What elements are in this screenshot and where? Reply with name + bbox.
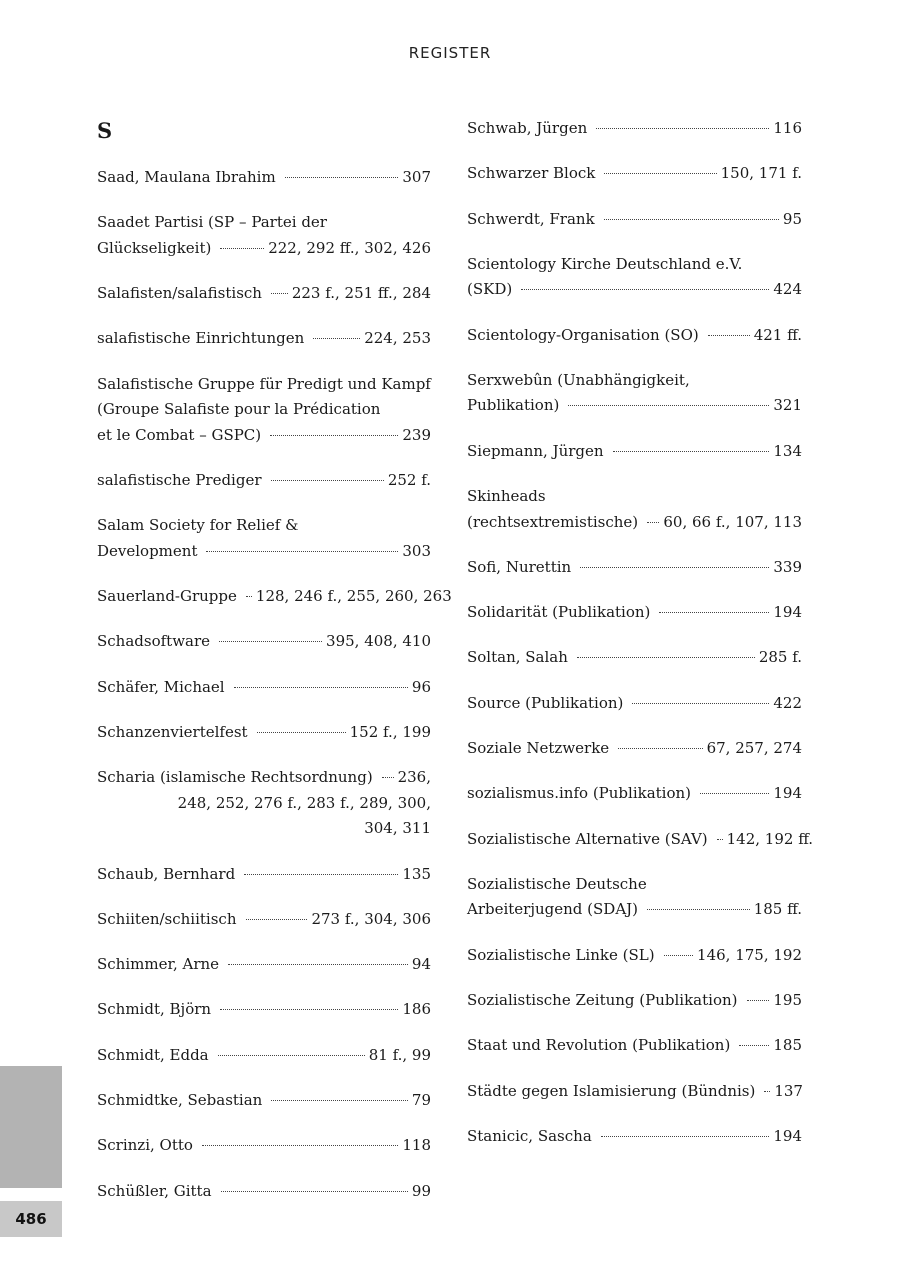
- index-entry: [97, 720, 431, 746]
- dot-leader: [285, 176, 399, 178]
- entry-pages: 135: [402, 864, 431, 883]
- entry-row: [97, 1088, 431, 1114]
- entry-row: [467, 510, 802, 536]
- entry-row: [467, 691, 802, 717]
- index-entry: [467, 484, 802, 535]
- index-entry: [97, 1179, 431, 1205]
- dot-leader: [221, 1190, 408, 1192]
- entry-term: Scientology-Organisation (SO): [467, 325, 699, 344]
- dot-leader: [220, 1008, 398, 1010]
- entry-term: salafistische Einrichtungen: [97, 329, 305, 348]
- entry-row: [467, 1033, 802, 1059]
- entry-row: [467, 1124, 802, 1150]
- page-number: 486: [0, 1201, 62, 1237]
- entry-term-line: (Groupe Salafiste pour la Prédication: [97, 400, 381, 419]
- index-entry: [97, 997, 431, 1023]
- entry-pages: 194: [773, 1126, 802, 1145]
- index-entry: [467, 872, 802, 923]
- dot-leader: [219, 640, 322, 642]
- entry-term: Sozialistische Zeitung (Publikation): [467, 991, 738, 1010]
- index-entry: [467, 116, 802, 142]
- entry-term: Schmidt, Björn: [97, 1000, 212, 1019]
- dot-leader: [577, 656, 755, 658]
- entry-term: Solidarität (Publikation): [467, 603, 651, 622]
- dot-leader: [270, 434, 398, 436]
- entry-term-line: Sozialistische Deutsche: [467, 874, 647, 893]
- index-entry: [97, 210, 431, 261]
- entry-pages: 128, 246 f., 255, 260, 263: [255, 587, 452, 606]
- entry-pages: 339: [773, 557, 802, 576]
- dot-leader: [234, 686, 408, 688]
- entry-pages: 94: [411, 955, 431, 974]
- index-entry: [467, 555, 802, 581]
- entry-pages: 194: [773, 603, 802, 622]
- index-entry: [467, 1124, 802, 1150]
- dot-leader: [604, 172, 716, 174]
- entry-term-line: Salam Society for Relief &: [97, 516, 299, 535]
- entry-row: [467, 943, 802, 969]
- entry-pages: 422: [773, 693, 802, 712]
- index-entry: [467, 645, 802, 671]
- entry-row: [97, 1043, 431, 1069]
- entry-term: Schüßler, Gitta: [97, 1181, 212, 1200]
- entry-row: [97, 326, 431, 352]
- entry-row: [97, 539, 431, 565]
- dot-leader: [568, 404, 769, 406]
- entry-term: Schmidt, Edda: [97, 1045, 209, 1064]
- index-entry: [467, 736, 802, 762]
- entry-row: [97, 165, 431, 191]
- entry-row: [467, 277, 802, 303]
- entry-term: et le Combat – GSPC): [97, 425, 262, 444]
- index-entries-right: [467, 116, 814, 1149]
- entry-pages: 321: [773, 396, 802, 415]
- dot-leader: [382, 776, 394, 778]
- entry-pages-continuation: 248, 252, 276 f., 283 f., 289, 300, 304, 311: [177, 793, 431, 838]
- entry-term: Staat und Revolution (Publikation): [467, 1036, 731, 1055]
- dot-leader: [708, 334, 750, 336]
- entry-row: [467, 736, 802, 762]
- entry-row: [97, 423, 431, 449]
- entry-term-line: Serxwebûn (Unabhängigkeit,: [467, 370, 690, 389]
- entry-pages: 99: [411, 1181, 431, 1200]
- entry-pages: 81 f., 99: [368, 1045, 431, 1064]
- entry-row: [467, 116, 802, 142]
- entry-term: Publikation): [467, 396, 560, 415]
- entry-pages: 96: [411, 677, 431, 696]
- entry-term: Schwerdt, Frank: [467, 209, 595, 228]
- index-entry: [467, 1033, 802, 1059]
- entry-term-line: Saadet Partisi (SP – Partei der: [97, 213, 327, 232]
- entry-row: [97, 907, 431, 933]
- entry-row: [97, 629, 431, 655]
- entry-row: [467, 207, 802, 233]
- dot-leader: [271, 479, 384, 481]
- entry-pages: 60, 66 f., 107, 113: [663, 512, 802, 531]
- dot-leader: [739, 1044, 769, 1046]
- dot-leader: [717, 838, 723, 840]
- entry-row: [97, 1133, 431, 1159]
- dot-leader: [747, 999, 770, 1001]
- entry-pages: 303: [402, 541, 431, 560]
- entry-row: [97, 584, 452, 610]
- dot-leader: [246, 595, 252, 597]
- index-entry: [97, 372, 431, 449]
- dot-leader: [244, 873, 398, 875]
- entry-term: sozialismus.info (Publikation): [467, 784, 692, 803]
- entry-term: Städte gegen Islamisierung (Bündnis): [467, 1081, 756, 1100]
- entry-pages: 150, 171 f.: [720, 164, 802, 183]
- margin-tab: [0, 1066, 62, 1188]
- index-entry: [467, 252, 802, 303]
- index-entry: [467, 827, 814, 853]
- dot-leader: [521, 288, 769, 290]
- index-entry: [97, 1088, 431, 1114]
- entry-row: [467, 393, 802, 419]
- entry-row: [467, 323, 802, 349]
- entry-term: Saad, Maulana Ibrahim: [97, 168, 276, 186]
- entry-pages: 134: [773, 441, 802, 460]
- entry-pages: 285 f.: [758, 648, 802, 667]
- entry-pages: 252 f.: [387, 470, 431, 489]
- index-entry: [467, 600, 802, 626]
- entry-pages: 194: [773, 784, 802, 803]
- index-entry: [467, 781, 802, 807]
- index-entry: [97, 165, 431, 191]
- entry-term: Development: [97, 541, 198, 560]
- index-entry: [467, 943, 802, 969]
- dot-leader: [220, 247, 264, 249]
- index-entry: [467, 1079, 802, 1105]
- entry-pages: 273 f., 304, 306: [311, 909, 431, 928]
- entry-term: Schmidtke, Sebastian: [97, 1091, 263, 1110]
- entry-pages: 118: [402, 1136, 431, 1155]
- entry-row: [97, 281, 431, 307]
- entry-term: Soziale Netzwerke: [467, 739, 610, 758]
- entry-row: [97, 862, 431, 888]
- entry-term: salafistische Prediger: [97, 470, 262, 489]
- index-entry: [467, 161, 802, 187]
- entry-pages: 421 ff.: [753, 325, 802, 344]
- entry-pages: 116: [773, 119, 802, 137]
- entry-row: [467, 988, 802, 1014]
- index-entry: [467, 691, 802, 717]
- entry-pages: 185: [773, 1036, 802, 1055]
- dot-leader: [271, 292, 288, 294]
- entry-pages: 146, 175, 192: [697, 945, 802, 964]
- entry-pages: 137: [774, 1081, 803, 1100]
- index-entry: [97, 584, 452, 610]
- entry-term: (rechtsextremistische): [467, 512, 639, 531]
- entry-row: [467, 645, 802, 671]
- entry-row: [97, 1179, 431, 1205]
- dot-leader: [228, 963, 408, 965]
- index-entries-left: [97, 165, 452, 1204]
- dot-leader: [313, 337, 360, 339]
- index-entry: [97, 281, 431, 307]
- dot-leader: [613, 450, 770, 452]
- entry-pages: 79: [411, 1091, 431, 1110]
- entry-pages: 224, 253: [364, 329, 431, 348]
- entry-row: [467, 600, 802, 626]
- index-column-left: [97, 116, 452, 1224]
- entry-term: Sozialistische Linke (SL): [467, 945, 655, 964]
- entry-term: Schiiten/schiitisch: [97, 909, 237, 928]
- entry-term: Stanicic, Sascha: [467, 1126, 592, 1145]
- dot-leader: [218, 1054, 365, 1056]
- entry-pages: 195: [773, 991, 802, 1010]
- entry-pages: 67, 257, 274: [706, 739, 802, 758]
- index-entry: [97, 513, 431, 564]
- dot-leader: [271, 1099, 408, 1101]
- index-column-right: [467, 116, 814, 1169]
- entry-row: [467, 161, 802, 187]
- dot-leader: [618, 747, 702, 749]
- entry-term: Sozialistische Alternative (SAV): [467, 829, 708, 848]
- entry-row: [467, 781, 802, 807]
- index-entry: [97, 468, 431, 494]
- dot-leader: [647, 521, 659, 523]
- index-entry: [97, 326, 431, 352]
- entry-term: (SKD): [467, 280, 513, 299]
- running-header: REGISTER: [408, 44, 492, 62]
- entry-term: Sauerland-Gruppe: [97, 587, 237, 606]
- dot-leader: [202, 1144, 398, 1146]
- entry-term-line: Salafistische Gruppe für Predigt und Kampf: [97, 374, 431, 393]
- entry-row: [97, 997, 431, 1023]
- index-entry: [97, 765, 431, 842]
- entry-row: [97, 765, 431, 791]
- entry-pages: 307: [402, 168, 431, 186]
- entry-row: [467, 827, 814, 853]
- dot-leader: [206, 550, 398, 552]
- entry-term: Arbeiterjugend (SDAJ): [467, 900, 639, 919]
- entry-row: [97, 952, 431, 978]
- entry-pages: 223 f., 251 ff., 284: [291, 284, 431, 303]
- entry-term: Schwarzer Block: [467, 164, 596, 183]
- dot-leader: [596, 127, 769, 129]
- entry-pages: 152 f., 199: [349, 722, 431, 741]
- entry-term: Glückseligkeit): [97, 238, 212, 257]
- entry-term: Schimmer, Arne: [97, 955, 220, 974]
- entry-pages: 186: [402, 1000, 431, 1019]
- dot-leader: [764, 1090, 770, 1092]
- index-entry: [97, 1043, 431, 1069]
- index-entry: [467, 207, 802, 233]
- entry-pages: 239: [402, 425, 431, 444]
- index-entry: [467, 368, 802, 419]
- index-entry: [97, 675, 431, 701]
- entry-row: [97, 675, 431, 701]
- entry-term: Source (Publikation): [467, 693, 624, 712]
- entry-term: Siepmann, Jürgen: [467, 441, 604, 460]
- entry-term-line: Scientology Kirche Deutschland e.V.: [467, 254, 743, 273]
- entry-pages: 185 ff.: [753, 900, 802, 919]
- entry-term: Scharia (islamische Rechtsordnung): [97, 768, 373, 787]
- entry-row: [467, 439, 802, 465]
- entry-pages: 95: [782, 209, 802, 228]
- dot-leader: [604, 218, 779, 220]
- index-entry: [97, 952, 431, 978]
- index-entry: [467, 439, 802, 465]
- entry-pages: 222, 292 ff., 302, 426: [268, 238, 431, 257]
- index-entry: [467, 323, 802, 349]
- entry-row: [467, 1079, 802, 1105]
- index-entry: [467, 988, 802, 1014]
- entry-pages: 395, 408, 410: [326, 632, 431, 651]
- entry-term: Scrinzi, Otto: [97, 1136, 193, 1155]
- entry-term: Schwab, Jürgen: [467, 119, 588, 137]
- entry-term: Sofi, Nurettin: [467, 557, 572, 576]
- section-letter: S: [97, 118, 113, 143]
- entry-row: [467, 555, 802, 581]
- dot-leader: [580, 566, 769, 568]
- entry-term: Schäfer, Michael: [97, 677, 225, 696]
- entry-term: Schaub, Bernhard: [97, 864, 236, 883]
- index-entry: [97, 862, 431, 888]
- dot-leader: [601, 1135, 770, 1137]
- entry-row: [97, 468, 431, 494]
- index-entry: [97, 629, 431, 655]
- entry-row: [97, 720, 431, 746]
- entry-term: Salafisten/salafistisch: [97, 284, 262, 303]
- entry-term: Schadsoftware: [97, 632, 211, 651]
- entry-pages: 424: [773, 280, 802, 299]
- dot-leader: [632, 702, 769, 704]
- dot-leader: [647, 908, 750, 910]
- entry-row: [97, 236, 431, 262]
- entry-term-line: Skinheads: [467, 487, 546, 506]
- dot-leader: [257, 731, 346, 733]
- index-entry: [97, 907, 431, 933]
- entry-pages: 236,: [397, 768, 431, 787]
- dot-leader: [700, 792, 769, 794]
- dot-leader: [659, 611, 769, 613]
- entry-term: Schanzenviertelfest: [97, 722, 248, 741]
- entry-term: Soltan, Salah: [467, 648, 568, 667]
- dot-leader: [246, 918, 308, 920]
- index-entry: [97, 1133, 431, 1159]
- entry-pages: 142, 192 ff.: [726, 829, 814, 848]
- entry-row: [467, 897, 802, 923]
- dot-leader: [664, 954, 693, 956]
